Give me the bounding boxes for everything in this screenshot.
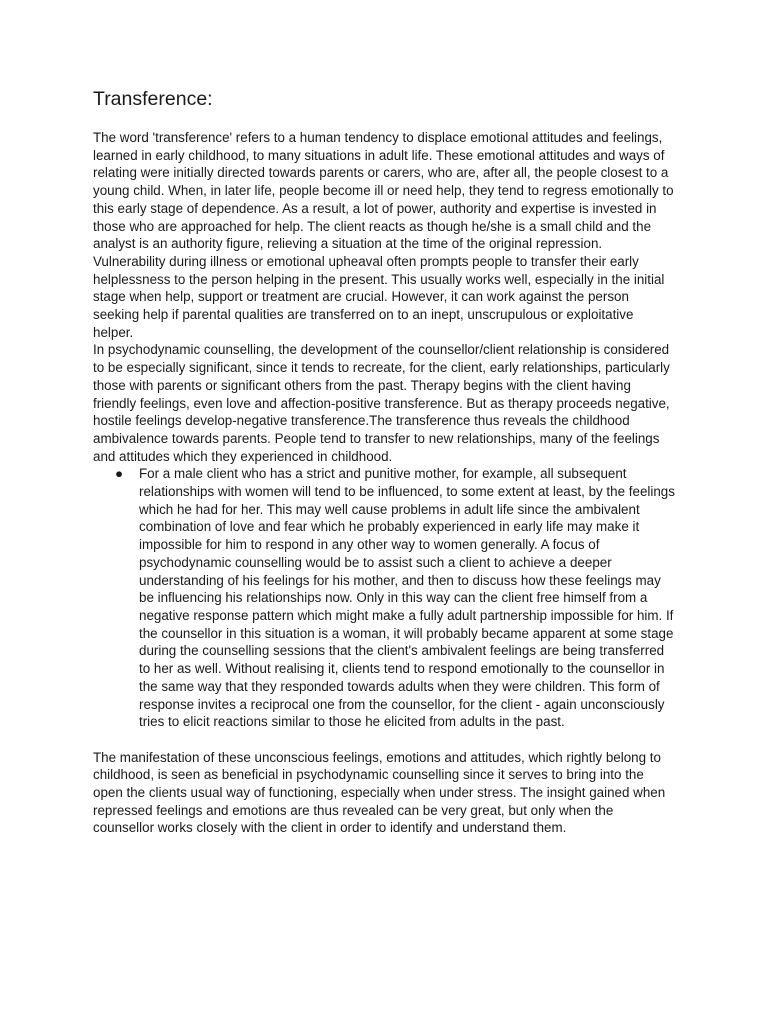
paragraph-spacer bbox=[93, 731, 675, 749]
bullet-dot-icon: ● bbox=[115, 466, 124, 482]
bullet-list bbox=[93, 465, 675, 731]
paragraph-psychodynamic-relationship: In psychodynamic counselling, the development of the counsellor/client relationship is considered to be especially significant, since it tends to recreate, for the client, early relationships, particularly those with parents or significant others from the past. Therapy begins with the client having friendly feelings, even love and affection-positive transference. But as therapy proceeds negative, hostile feelings develop-negative transference.The transference thus reveals the childhood ambivalence towards parents. People tend to transfer to new relationships, many of the feelings and attitudes which they experienced in childhood. bbox=[93, 342, 670, 464]
document-title: Transference: bbox=[93, 88, 213, 110]
list-item bbox=[93, 465, 675, 731]
bullet-text: For a male client who has a strict and punitive mother, for example, all subsequent relationships with women will tend to be influenced, to some extent at least, by the feelings which he had for her. This may well cause problems in adult life since the ambivalent combination of love and fear which he probably experienced in early life may make it impossible for him to respond in any other way to women generally. A focus of psychodynamic counselling would be to assist such a client to achieve a deeper understanding of his feelings for his mother, and then to discuss how these feelings may be influencing his relationships now. Only in this way can the client free himself from a negative response pattern which might make a fully adult partnership impossible for him. If the counsellor in this situation is a woman, it will probably became apparent at some stage during the counselling sessions that the client's ambivalent feelings are being transferred to her as well. Without realising it, clients tend to respond emotionally to the counsellor in the same way that they responded towards adults when they were children. This form of response invites a reciprocal one from the counsellor, for the client - again unconsciously tries to elicit reactions similar to those he elicited from adults in the past. bbox=[139, 466, 675, 730]
document-body bbox=[93, 129, 675, 837]
paragraph-transference-definition: The word 'transference' refers to a human tendency to displace emotional attitudes and feelings, learned in early childhood, to many situations in adult life. These emotional attitudes and ways of relating were initially directed towards parents or carers, who are, after all, the people closest to a young child. When, in later life, people become ill or need help, they tend to regress emotionally to this early stage of dependence. As a result, a lot of power, authority and expertise is invested in those who are approached for help. The client reacts as though he/she is a small child and the analyst is an authority figure, relieving a situation at the time of the original repression. Vulnerability during illness or emotional upheaval often prompts people to transfer their early helplessness to the person helping in the present. This usually works well, especially in the initial stage when help, support or treatment are crucial. However, it can work against the person seeking help if parental qualities are transferred on to an inept, unscrupulous or exploitative helper. bbox=[93, 130, 674, 340]
paragraph-closing: The manifestation of these unconscious feelings, emotions and attitudes, which rightly belong to childhood, is seen as beneficial in psychodynamic counselling since it serves to bring into the open the clients usual way of functioning, especially when under stress. The insight gained when repressed feelings and emotions are thus revealed can be very great, but only when the counsellor works closely with the client in order to identify and understand them. bbox=[93, 749, 666, 836]
